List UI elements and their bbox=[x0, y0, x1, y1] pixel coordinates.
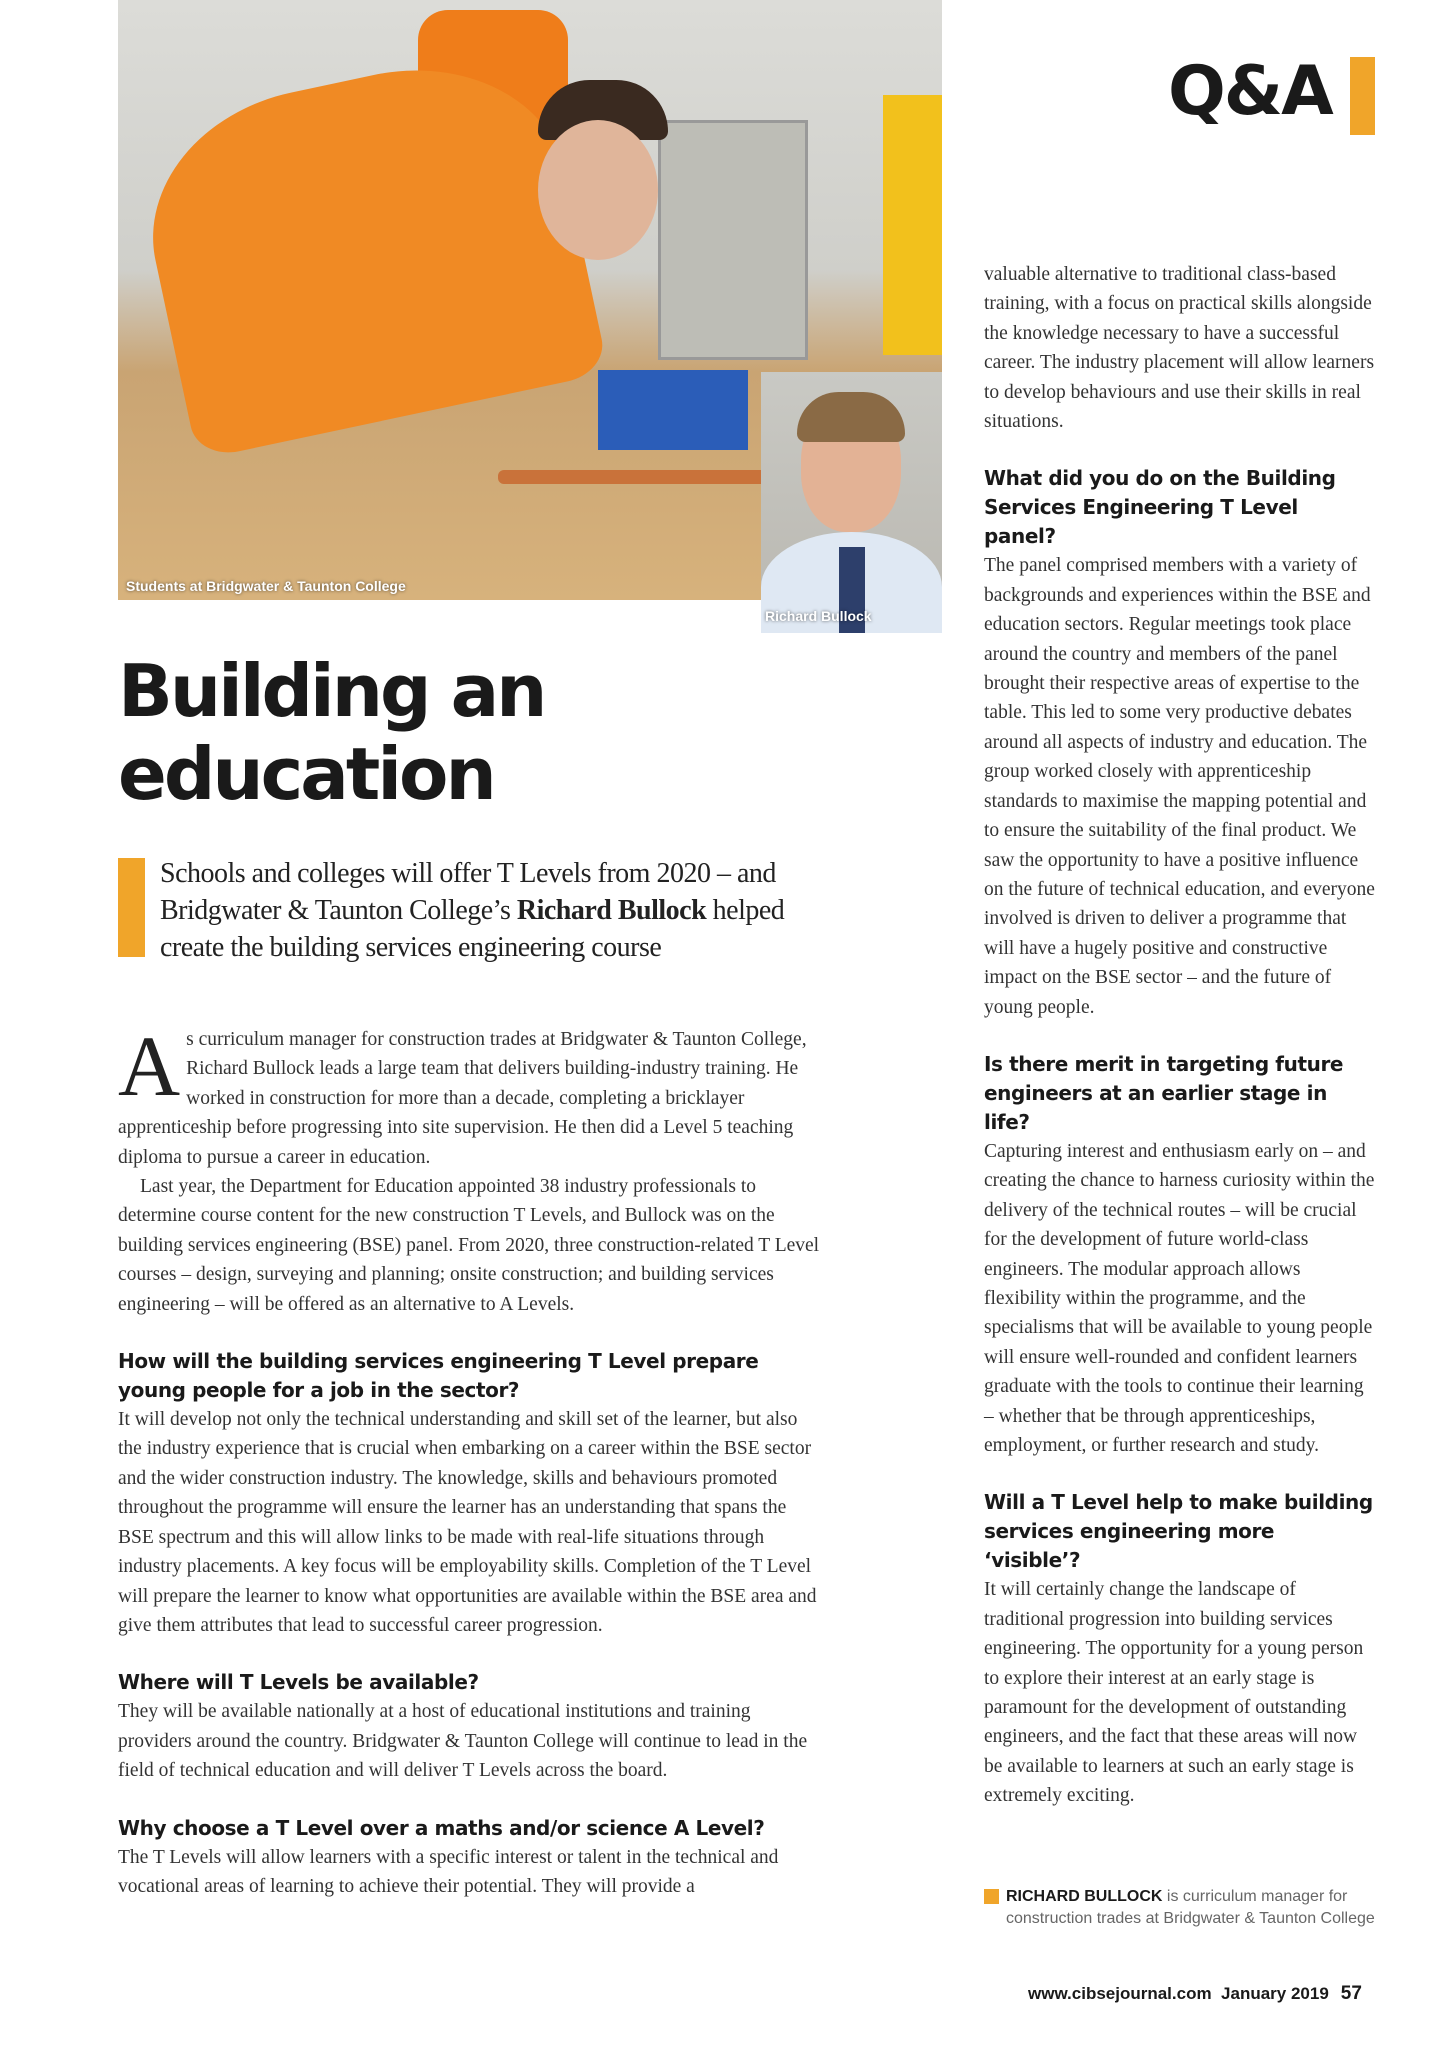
standfirst-accent-bar bbox=[118, 858, 145, 957]
page-number: 57 bbox=[1340, 1983, 1362, 2004]
bio-name: RICHARD BULLOCK bbox=[1006, 1888, 1163, 1905]
portrait-hair bbox=[797, 392, 905, 442]
left-column bbox=[118, 1018, 823, 1901]
headline-line-1: Building an bbox=[118, 649, 545, 733]
photo-shelf bbox=[658, 120, 808, 360]
author-bio bbox=[984, 1886, 1404, 1930]
intro-text: s curriculum manager for construction trades at Bridgwater & Taunton College, Richard Bullock leads a large team that delivers building-industry training. He worked in construction for more than a decade, completing a bricklayer apprenticeship before progressing into site supervision. He then did a Level 5 teaching diploma to pursue a career in education. bbox=[118, 1029, 807, 1168]
portrait-caption: Richard Bullock bbox=[765, 608, 872, 624]
photo-door bbox=[883, 95, 942, 355]
standfirst bbox=[160, 855, 840, 966]
answer-paragraph: The T Levels will allow learners with a specific interest or talent in the technical and vocational areas of learning to achieve their potential. They will provide a bbox=[118, 1846, 779, 1897]
answer-paragraph: It will develop not only the technical understanding and skill set of the learner, but also the industry experience that is crucial when embarking on a career within the BSE sector and the wider construction industry. The knowledge, skills and behaviours promoted throughout the programme will ensure the learner has an understanding that spans the BSE spectrum and this will allow links to be made with real-life situations through industry placements. A key focus will be employability skills. Completion of the T Level will prepare the learner to know what opportunities are available within the BSE area and give them attributes that lead to successful career progression. bbox=[118, 1409, 817, 1636]
footer-issue: January 2019 bbox=[1221, 1984, 1329, 2003]
section-accent-bar bbox=[1350, 57, 1375, 135]
question-heading: How will the building services engineering T Level prepare young people for a job in the sector? bbox=[118, 1349, 759, 1403]
question-heading: Where will T Levels be available? bbox=[118, 1670, 479, 1695]
question-heading: What did you do on the Building Services Engineering T Level panel? bbox=[984, 466, 1336, 549]
photo-blue-box bbox=[598, 370, 748, 450]
continued-paragraph: valuable alternative to traditional class-based training, with a focus on practical skills alongside the knowledge necessary to have a successful career. The industry placement will allow learners to develop behaviours and use their skills in real situations. bbox=[984, 264, 1375, 433]
photo-student-head bbox=[538, 120, 658, 260]
headline-line-2: education bbox=[118, 732, 494, 816]
bio-square-icon bbox=[984, 1889, 999, 1904]
photo-caption: Students at Bridgwater & Taunton College bbox=[126, 578, 406, 594]
footer-url[interactable]: www.cibsejournal.com bbox=[1028, 1984, 1212, 2003]
standfirst-text: Schools and colleges will offer T Levels from 2020 – and Bridgwater & Taunton College’s bbox=[160, 858, 776, 926]
answer-paragraph: It will certainly change the landscape of traditional progression into building services engineering. The opportunity for a young person to explore their interest at an early stage is paramount for the development of outstanding engineers, and the fact that these areas will now be available to learners at such an early stage is extremely exciting. bbox=[984, 1579, 1364, 1807]
standfirst-text-end: helped create the building services engineering course bbox=[160, 895, 785, 963]
intro-paragraph-2: Last year, the Department for Education appointed 38 industry professionals to determine course content for the new construction T Levels, and Bullock was on the building services engineering (BSE) panel. From 2020, three construction-related T Level courses – design, surveying and planning; onsite construction; and building services engineering – will be offered as an alternative to A Levels. bbox=[118, 1176, 820, 1315]
portrait-photo bbox=[761, 372, 942, 633]
answer-paragraph: The panel comprised members with a variety of backgrounds and experiences within the BSE and education sectors. Regular meetings took place around the country and members of the panel brought their respective areas of expertise to the table. This led to some very productive debates around all aspects of industry and education. The group worked closely with apprenticeship standards to maximise the mapping potential and to ensure the suitability of the final product. We saw the opportunity to have a positive influence on the future of technical education, and everyone involved is driven to deliver a programme that will have a hugely positive and constructive impact on the BSE sector – and the future of young people. bbox=[984, 555, 1375, 1018]
section-label: Q&A bbox=[1168, 52, 1332, 131]
bio-text: is curriculum manager for construction trades at Bridgwater & Taunton College bbox=[1006, 1888, 1375, 1927]
answer-paragraph: They will be available nationally at a host of educational institutions and training providers around the country. Bridgwater & Taunton College will continue to lead in the field of technical education and will deliver T Levels across the board. bbox=[118, 1701, 808, 1782]
page-footer bbox=[1028, 1983, 1362, 2005]
question-heading: Will a T Level help to make building services engineering more ‘visible’? bbox=[984, 1490, 1373, 1573]
standfirst-name: Richard Bullock bbox=[516, 895, 707, 926]
question-heading: Is there merit in targeting future engineers at an earlier stage in life? bbox=[984, 1051, 1344, 1134]
drop-cap: A bbox=[118, 1018, 181, 1114]
headline bbox=[118, 650, 544, 816]
question-heading: Why choose a T Level over a maths and/or science A Level? bbox=[118, 1815, 765, 1840]
answer-paragraph: Capturing interest and enthusiasm early on – and creating the chance to harness curiosity within the delivery of the technical routes – will be crucial for the development of future world-class engineers. The modular approach allows flexibility within the programme, and the specialisms that will be available to young people will ensure well-rounded and confident learners graduate with the tools to continue their learning – whether that be through apprenticeships, employment, or further research and study. bbox=[984, 1140, 1375, 1456]
intro-paragraph bbox=[118, 1018, 823, 1172]
right-column bbox=[984, 260, 1376, 1811]
